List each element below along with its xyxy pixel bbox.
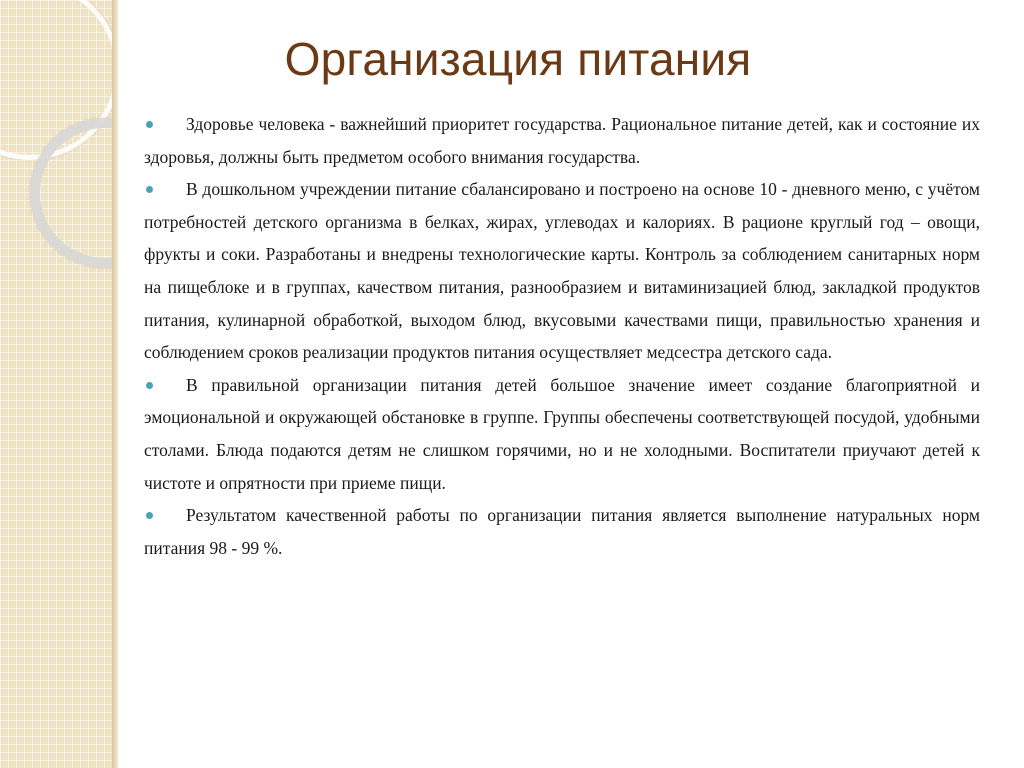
- bullet-dot-icon: [146, 382, 153, 389]
- bullet-text: Здоровье человека - важнейший приоритет государства. Рациональное питание детей, как и состояние их здоровья, должны быть предметом особого внимания государства.: [144, 114, 980, 167]
- bullet-dot-icon: [146, 512, 153, 519]
- bullet-text: В дошкольном учреждении питание сбалансировано и построено на основе 10 - дневного меню, с учётом потребностей детского организма в белках, жирах, углеводах и калориях. В рационе круглый год – овощи, фрукты и соки. Разработаны и внедрены технологические карты. Контроль за соблюдением санитарных норм на пищеблоке и в группах, качеством питания, разнообразием и витаминизацией блюд, закладкой продуктов питания, кулинарной обработкой, выходом блюд, вкусовыми качествами пищи, правильностью хранения и соблюдением сроков реализации продуктов питания осуществляет медсестра детского сада.: [144, 179, 980, 363]
- bullet-paragraph: [144, 108, 980, 173]
- sidebar-edge: [112, 0, 118, 768]
- bullet-text: В правильной организации питания детей большое значение имеет создание благоприятной и эмоциональной и окружающей обстановке в группе. Группы обеспечены соответствующей посудой, удобными столами. Блюда подаются детям не слишком горячими, но и не холодными. Воспитатели приучают детей к чистоте и опрятности при приеме пищи.: [144, 374, 980, 493]
- bullet-paragraph: [144, 173, 980, 369]
- bullet-text: Результатом качественной работы по организации питания является выполнение натуральных норм питания 98 - 99 %.: [144, 505, 980, 558]
- bullet-dot-icon: [146, 121, 153, 128]
- bullet-dot-icon: [146, 186, 153, 193]
- bullet-paragraph: [144, 499, 980, 564]
- bullet-paragraph: [144, 369, 980, 499]
- slide-content: [144, 108, 980, 564]
- decorative-sidebar: [0, 0, 112, 768]
- slide-title: Организация питания: [284, 33, 752, 85]
